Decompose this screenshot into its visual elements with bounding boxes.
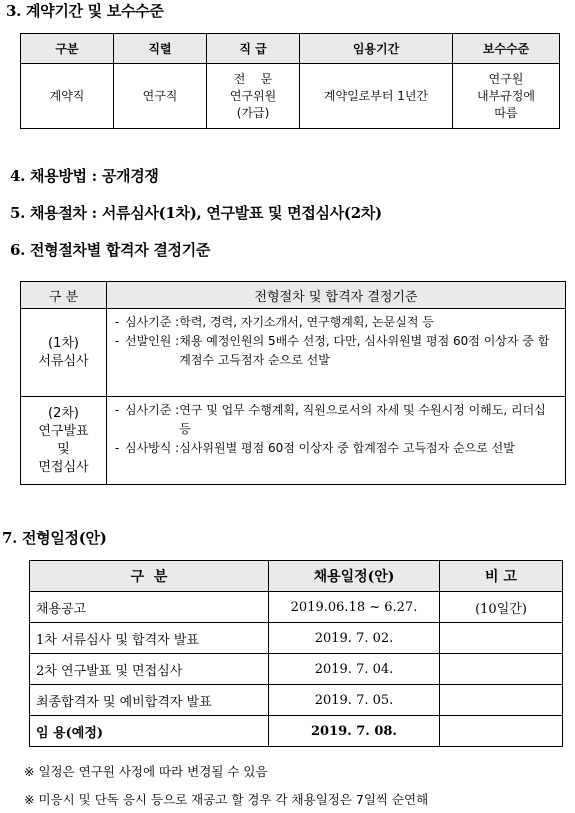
header-grade: 직 급 [207,34,300,64]
section-7-heading: 7. 전형일정(안) [2,529,107,547]
criteria-key: 심사기준 : [125,315,180,329]
schedule-remark [440,716,563,747]
dash: - [115,441,120,455]
criteria-value: 심사위원별 평점 60점 이상자 중 합계점수 고득점자 순으로 선발 [179,441,515,455]
header-period: 임용기간 [300,34,453,64]
schedule-table [29,560,563,747]
stage-label [21,397,107,485]
schedule-item: 임 용(예정) [30,716,269,747]
schedule-row [30,654,563,685]
criteria-key: 심사방식 : [125,441,180,455]
criteria-key: 선발인원 : [125,334,180,348]
stage-label-line: (2차) [48,405,79,421]
criteria-body [107,309,566,397]
header-remark: 비 고 [440,561,563,592]
criteria-value: 연구 및 업무 수행계획, 직원으로서의 자세 및 수원시정 이해도, 리더십 등 [179,403,546,436]
schedule-date: 2019. 7. 08. [269,716,440,747]
cell-grade [207,64,300,129]
header-item: 구 분 [30,561,269,592]
criteria-value: 학력, 경력, 자기소개서, 연구행계획, 논문실적 등 [179,315,434,329]
schedule-row [30,623,563,654]
cell-series: 연구직 [114,64,207,129]
schedule-remark [440,685,563,716]
section-3-heading: 3. 계약기간 및 보수수준 [6,2,164,20]
contract-table-header [21,34,560,64]
schedule-item: 2차 연구발표 및 면접심사 [30,654,269,685]
schedule-date: 2019. 7. 02. [269,623,440,654]
contract-table [20,33,560,129]
section-5-heading: 5. 채용절차 : 서류심사(1차), 연구발표 및 면접심사(2차) [10,204,382,222]
dash: - [115,334,120,348]
cell-period: 계약일로부터 1년간 [300,64,453,129]
dash: - [115,315,120,329]
schedule-date: 2019. 7. 04. [269,654,440,685]
criteria-table [20,281,566,485]
header-pay: 보수수준 [453,34,560,64]
cell-pay [453,64,560,129]
criteria-row-1 [21,309,566,397]
criteria-table-header [21,282,566,309]
section-4-heading: 4. 채용방법 : 공개경쟁 [10,167,159,185]
cell-type: 계약직 [21,64,114,129]
stage-label-line: 및 [57,441,70,457]
schedule-row [30,685,563,716]
stage-label-line: 면접심사 [38,459,89,475]
schedule-table-header [30,561,563,592]
schedule-date: 2019.06.18 ~ 6.27. [269,592,440,623]
criteria-value: 채용 예정인원의 5배수 선정, 다만, 심사위원별 평점 60점 이상자 중 합계점수 고득점자 순으로 선발 [179,334,550,367]
header-date: 채용일정(안) [269,561,440,592]
schedule-date: 2019. 7. 05. [269,685,440,716]
header-stage: 구 분 [21,282,107,309]
criteria-item [115,439,557,458]
schedule-note: ※ 일정은 연구원 사정에 따라 변경될 수 있음 [24,764,268,779]
schedule-item: 채용공고 [30,592,269,623]
schedule-remark [440,654,563,685]
pay-line: 연구원 [488,71,524,86]
criteria-row-2 [21,397,566,485]
grade-line: 연구위원 [229,88,277,103]
header-category: 구분 [21,34,114,64]
pay-line: 내부규정에 [477,88,535,103]
schedule-item: 최종합격자 및 예비합격자 발표 [30,685,269,716]
schedule-row [30,716,563,747]
stage-label-line: 연구발표 [38,423,89,439]
stage-label-line: 서류심사 [38,353,89,369]
contract-table-row [21,64,560,129]
section-6-heading: 6. 전형절차별 합격자 결정기준 [10,241,211,259]
criteria-body [107,397,566,485]
criteria-item [115,313,557,332]
stage-label-line: (1차) [48,335,79,351]
criteria-item [115,332,557,370]
pay-line: 따름 [494,105,518,120]
schedule-item: 1차 서류심사 및 합격자 발표 [30,623,269,654]
schedule-remark: (10일간) [440,592,563,623]
grade-line: (가급) [236,105,270,120]
schedule-remark [440,623,563,654]
grade-line: 전 문 [233,71,273,86]
criteria-item [115,401,557,439]
schedule-note: ※ 미응시 및 단독 응시 등으로 재공고 할 경우 각 채용일정은 7일씩 순연해 [24,792,429,807]
schedule-row [30,592,563,623]
dash: - [115,403,120,417]
header-series: 직렬 [114,34,207,64]
header-criteria: 전형절차 및 합격자 결정기준 [107,282,566,309]
stage-label [21,309,107,397]
criteria-key: 심사기준 : [125,403,180,417]
